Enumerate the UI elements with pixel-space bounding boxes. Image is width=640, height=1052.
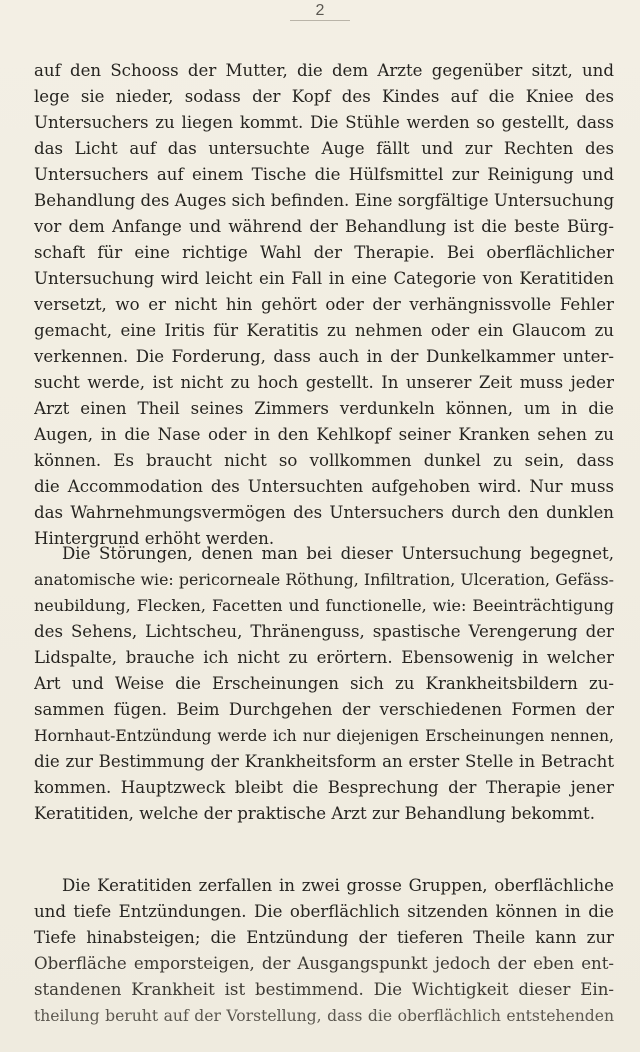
text-line: Hintergrund erhöht werden. [34,529,275,548]
text-line: Tiefe hinabsteigen; die Entzündung der tieferen Theile kann zur [34,928,614,947]
text-line: verkennen. Die Forderung, dass auch in der Dunkelkammer unter- [34,347,614,366]
text-line: Augen, in die Nase oder in den Kehlkopf seiner Kranken sehen zu [34,425,614,444]
text-line: die Accommodation des Untersuchten aufgehoben wird. Nur muss [34,477,614,496]
text-line: versetzt, wo er nicht hin gehört oder der verhängnissvolle Fehler [34,295,614,314]
text-line: neubildung, Flecken, Facetten und functionelle, wie: Beeinträchtigung [34,596,614,615]
text-line: Lidspalte, brauche ich nicht zu erörtern. Ebensowenig in welcher [34,648,614,667]
paragraph-3 [34,873,614,1029]
page-number: 2 [315,2,325,19]
text-line: des Sehens, Lichtscheu, Thränenguss, spastische Verengerung der [34,622,614,641]
text-line: lege sie nieder, sodass der Kopf des Kindes auf die Kniee des [34,87,614,106]
text-line: anatomische wie: pericorneale Röthung, Infiltration, Ulceration, Gefäss- [34,570,614,589]
text-line: und tiefe Entzündungen. Die oberflächlich sitzenden können in die [34,902,614,921]
text-line: schaft für eine richtige Wahl der Therapie. Bei oberflächlicher [34,243,614,262]
text-line: Keratitiden, welche der praktische Arzt zur Behandlung bekommt. [34,804,595,823]
text-line: die zur Bestimmung der Krankheitsform an erster Stelle in Betracht [34,752,614,771]
text-line: Behandlung des Auges sich befinden. Eine sorgfältige Untersuchung [34,191,614,210]
paragraph-1 [34,58,614,552]
text-line: kommen. Hauptzweck bleibt die Besprechung der Therapie jener [34,778,614,797]
text-line: das Licht auf das untersuchte Auge fällt und zur Rechten des [34,139,614,158]
text-line: sucht werde, ist nicht zu hoch gestellt. In unserer Zeit muss jeder [34,373,614,392]
text-line: das Wahrnehmungsvermögen des Untersuchers durch den dunklen [34,503,614,522]
text-line: Arzt einen Theil seines Zimmers verdunkeln können, um in die [34,399,614,418]
text-line: Hornhaut-Entzündung werde ich nur diejenigen Erscheinungen nennen, [34,727,614,745]
text-line: gemacht, eine Iritis für Keratitis zu nehmen oder ein Glaucom zu [34,321,614,340]
text-line: Die Keratitiden zerfallen in zwei grosse Gruppen, oberflächliche [62,876,614,895]
text-line: Untersuchung wird leicht ein Fall in eine Categorie von Keratitiden [34,269,614,288]
text-line: sammen fügen. Beim Durchgehen der verschiedenen Formen der [34,700,614,719]
text-line: auf den Schooss der Mutter, die dem Arzte gegenüber sitzt, und [34,61,614,80]
text-line: Untersuchers auf einem Tische die Hülfsmittel zur Reinigung und [34,165,614,184]
paragraph-2 [34,541,614,827]
text-line: können. Es braucht nicht so vollkommen dunkel zu sein, dass [34,451,614,470]
text-line: Art und Weise die Erscheinungen sich zu Krankheitsbildern zu- [34,674,614,693]
page-number-rule [290,20,350,21]
text-line: Untersuchers zu liegen kommt. Die Stühle werden so gestellt, dass [34,113,614,132]
text-line: theilung beruht auf der Vorstellung, dass die oberflächlich entstehenden [34,1007,614,1025]
text-line: Die Störungen, denen man bei dieser Untersuchung begegnet, [62,544,614,563]
text-line: vor dem Anfange und während der Behandlung ist die beste Bürg- [34,217,614,236]
text-line: Oberfläche emporsteigen, der Ausgangspunkt jedoch der eben ent- [34,954,614,973]
text-line: standenen Krankheit ist bestimmend. Die Wichtigkeit dieser Ein- [34,980,614,999]
